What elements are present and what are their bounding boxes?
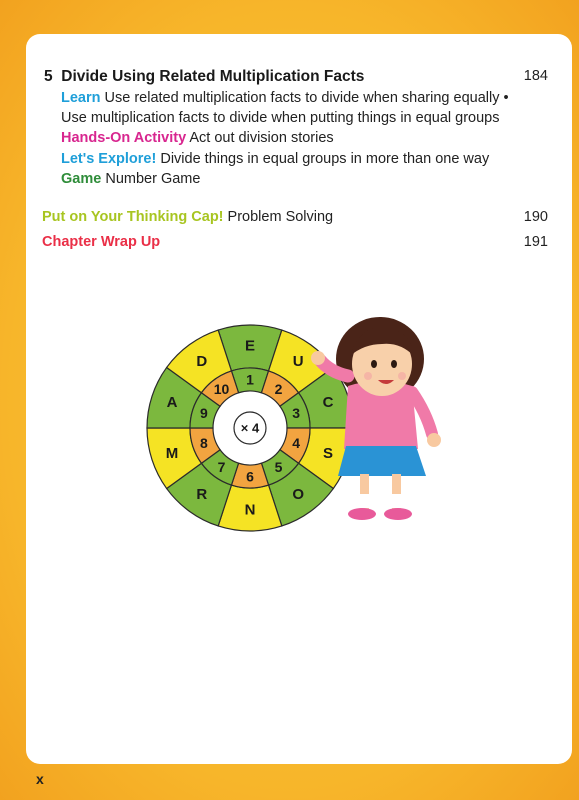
wrap-up-entry — [42, 234, 160, 250]
wheel-number: 5 — [274, 459, 283, 476]
wheel-letter: R — [196, 485, 208, 503]
item-learn-continued — [61, 110, 499, 126]
item-game — [61, 171, 200, 187]
section-header — [44, 68, 364, 86]
wheel-letter: M — [165, 444, 179, 462]
item-label-game: Game — [61, 171, 102, 187]
wheel-number: 10 — [213, 380, 230, 397]
item-text-game: Number Game — [105, 171, 201, 187]
wheel-center-label: × 4 — [240, 420, 260, 436]
wrap-up-label: Chapter Wrap Up — [42, 234, 161, 250]
wheel-number: 6 — [246, 468, 254, 485]
wheel-letter: A — [166, 394, 178, 412]
wheel-letter: O — [292, 485, 305, 503]
item-text-learn-2: Use multiplication facts to divide when putting things in equal groups — [61, 110, 500, 126]
wheel-letter: E — [244, 337, 256, 355]
item-label-learn: Learn — [61, 90, 101, 106]
page-number: x — [36, 771, 44, 787]
item-learn — [61, 90, 509, 106]
item-text-learn: Use related multiplication facts to divide when sharing equally • — [104, 90, 509, 106]
wheel-letter: S — [322, 444, 333, 462]
item-explore — [61, 151, 489, 167]
wheel-number: 1 — [246, 371, 254, 388]
wheel-letter: U — [292, 353, 304, 371]
thinking-cap-page: 190 — [523, 209, 548, 225]
wheel-letter: D — [196, 353, 208, 371]
wheel-letter: C — [322, 394, 334, 412]
thinking-cap-text: Problem Solving — [227, 209, 334, 225]
thinking-cap-label: Put on Your Thinking Cap! — [42, 209, 224, 225]
girl-illustration — [308, 314, 458, 524]
wheel-number: 7 — [217, 459, 226, 476]
wheel-number: 3 — [292, 405, 301, 422]
wheel-number: 8 — [199, 434, 208, 451]
section-number: 5 — [44, 68, 53, 85]
wheel-number: 9 — [199, 405, 208, 422]
wheel-number: 2 — [274, 380, 283, 397]
thinking-cap-entry — [42, 209, 333, 225]
item-label-hands-on: Hands-On Activity — [61, 130, 187, 146]
wheel-letter: N — [244, 501, 256, 519]
section-page: 184 — [523, 68, 548, 84]
wheel-number: 4 — [292, 434, 301, 451]
wrap-up-page: 191 — [523, 234, 548, 250]
section-title: Divide Using Related Multiplication Facts — [61, 68, 365, 85]
item-text-explore: Divide things in equal groups in more than one way — [160, 151, 490, 167]
item-text-hands-on: Act out division stories — [189, 130, 334, 146]
item-hands-on — [61, 130, 334, 146]
item-label-explore: Let's Explore! — [61, 151, 157, 167]
